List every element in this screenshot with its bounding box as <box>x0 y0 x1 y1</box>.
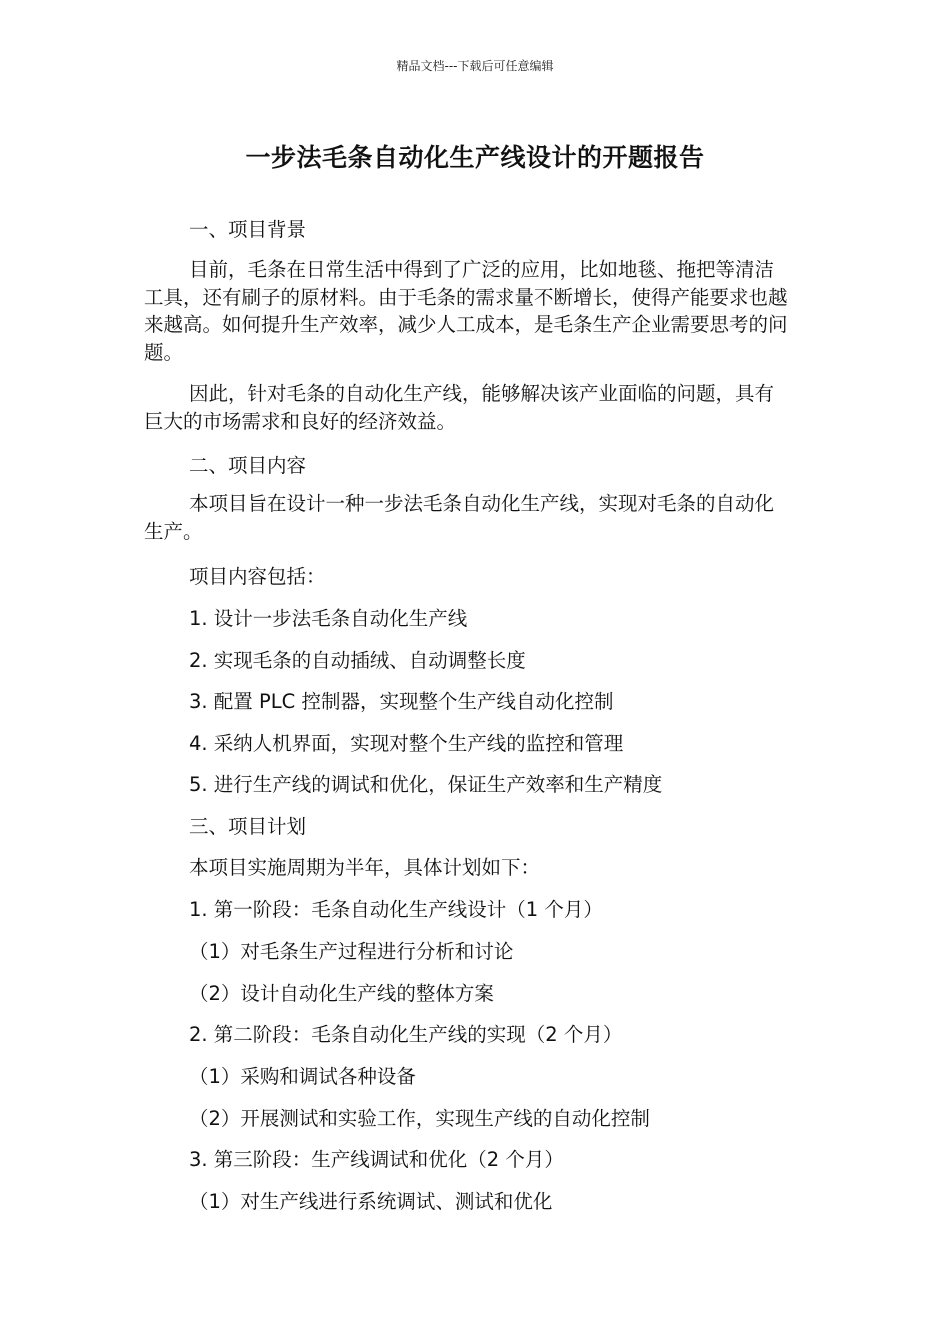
plan-phase: 2. 第二阶段：毛条自动化生产线的实现（2 个月） <box>189 1023 623 1046</box>
section-heading-background: 一、项目背景 <box>189 218 307 241</box>
plan-step: （2）开展测试和实验工作，实现生产线的自动化控制 <box>189 1107 650 1130</box>
header-note: 精品文档---下载后可任意编辑 <box>396 59 554 73</box>
paragraph-text: 本项目旨在设计一种一步法毛条自动化生产线，实现对毛条的自动化生产。 <box>144 492 775 543</box>
content-intro: 项目内容包括： <box>189 565 326 588</box>
plan-phase: 3. 第三阶段：生产线调试和优化（2 个月） <box>189 1148 564 1171</box>
section-heading-plan: 三、项目计划 <box>189 815 307 838</box>
paragraph-objective <box>144 490 792 545</box>
plan-step: （1）采购和调试各种设备 <box>189 1065 416 1088</box>
plan-step: （1）对毛条生产过程进行分析和讨论 <box>189 940 514 963</box>
plan-intro: 本项目实施周期为半年，具体计划如下： <box>189 856 541 879</box>
list-item: 3. 配置 PLC 控制器，实现整个生产线自动化控制 <box>189 690 614 713</box>
paragraph-text: 因此，针对毛条的自动化生产线，能够解决该产业面临的问题，具有巨大的市场需求和良好的经济效益。 <box>144 382 775 433</box>
paragraph-text: 目前，毛条在日常生活中得到了广泛的应用，比如地毯、拖把等清洁工具，还有刷子的原材料。由于毛条的需求量不断增长，使得产能要求也越来越高。如何提升生产效率，减少人工成本，是毛条生产企业需要思考的问题。 <box>144 258 788 364</box>
list-item: 1. 设计一步法毛条自动化生产线 <box>189 607 468 630</box>
list-item: 4. 采纳人机界面，实现对整个生产线的监控和管理 <box>189 732 624 755</box>
section-heading-content: 二、项目内容 <box>189 454 307 477</box>
paragraph-motivation <box>144 380 792 435</box>
list-item: 5. 进行生产线的调试和优化，保证生产效率和生产精度 <box>189 773 663 796</box>
list-item: 2. 实现毛条的自动插绒、自动调整长度 <box>189 649 526 672</box>
plan-step: （1）对生产线进行系统调试、测试和优化 <box>189 1190 553 1213</box>
plan-step: （2）设计自动化生产线的整体方案 <box>189 982 494 1005</box>
paragraph-background <box>144 256 792 366</box>
document-title: 一步法毛条自动化生产线设计的开题报告 <box>245 143 705 172</box>
plan-phase: 1. 第一阶段：毛条自动化生产线设计（1 个月） <box>189 898 603 921</box>
